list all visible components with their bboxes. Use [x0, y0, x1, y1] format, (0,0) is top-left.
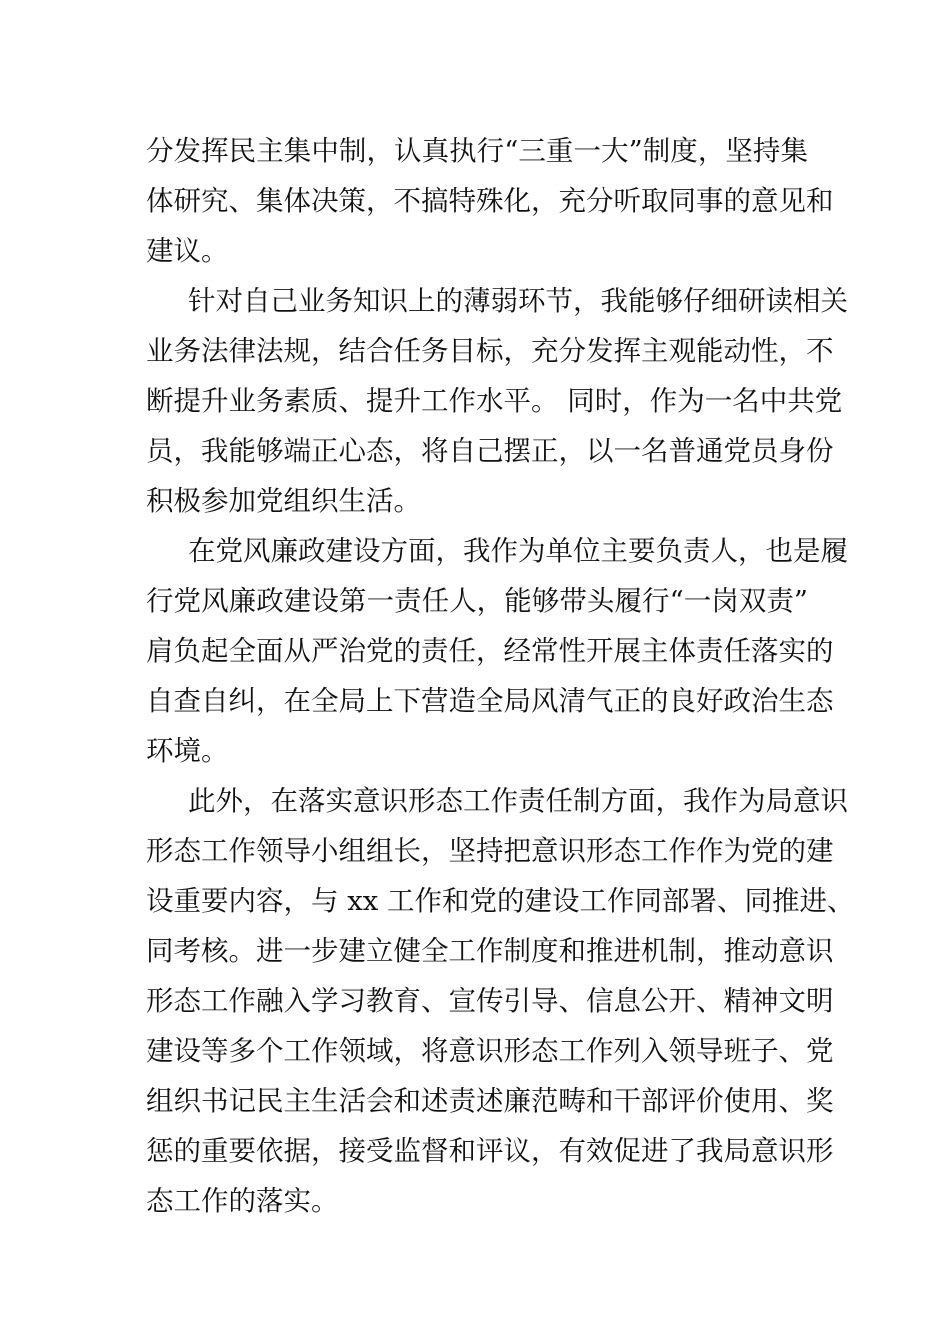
- paragraph-line: 体研究、集体决策，不搞特殊化，充分听取同事的意见和: [146, 185, 834, 217]
- paragraph-1: [146, 126, 834, 276]
- paragraph-line: 建设等多个工作领域，将意识形态工作列入领导班子、党: [146, 1035, 834, 1067]
- paragraph-line: 业务法律法规，结合任务目标，充分发挥主观能动性，不: [146, 335, 834, 367]
- paragraph-line: 建议。: [146, 235, 229, 267]
- paragraph-line: 组织书记民主生活会和述责述廉范畴和干部评价使用、奖: [146, 1085, 834, 1117]
- paragraph-line: 针对自己业务知识上的薄弱环节，我能够仔细研读相关: [188, 285, 848, 317]
- paragraph-line: 惩的重要依据，接受监督和评议，有效促进了我局意识形: [146, 1135, 834, 1167]
- paragraph-2: [146, 276, 848, 526]
- paragraph-line: 自查自纠，在全局上下营造全局风清气正的良好政治生态: [146, 685, 834, 717]
- paragraph-line: 积极参加党组织生活。: [146, 485, 421, 517]
- paragraph-line: 环境。: [146, 735, 229, 767]
- paragraph-line: 设重要内容，与 xx 工作和党的建设工作同部署、同推进、: [146, 885, 855, 917]
- paragraph-line: 形态工作领导小组组长，坚持把意识形态工作作为党的建: [146, 835, 834, 867]
- paragraph-3: [146, 526, 848, 776]
- paragraph-line: 态工作的落实。: [146, 1185, 339, 1217]
- paragraph-line: 同考核。进一步建立健全工作制度和推进机制，推动意识: [146, 935, 834, 967]
- paragraph-line: 在党风廉政建设方面，我作为单位主要负责人，也是履: [188, 535, 848, 567]
- paragraph-line: 行党风廉政建设第一责任人，能够带头履行“一岗双责”: [146, 585, 808, 617]
- paragraph-line: 肩负起全面从严治党的责任，经常性开展主体责任落实的: [146, 635, 834, 667]
- paragraph-line: 形态工作融入学习教育、宣传引导、信息公开、精神文明: [146, 985, 834, 1017]
- paragraph-line: 员，我能够端正心态，将自己摆正，以一名普通党员身份: [146, 435, 834, 467]
- paragraph-4: [146, 776, 855, 1226]
- paragraph-line: 此外，在落实意识形态工作责任制方面，我作为局意识: [188, 785, 848, 817]
- paragraph-line: 断提升业务素质、提升工作水平。 同时，作为一名中共党: [146, 385, 843, 417]
- paragraph-line: 分发挥民主集中制，认真执行“三重一大”制度，坚持集: [146, 135, 808, 167]
- document-body: [146, 126, 855, 1226]
